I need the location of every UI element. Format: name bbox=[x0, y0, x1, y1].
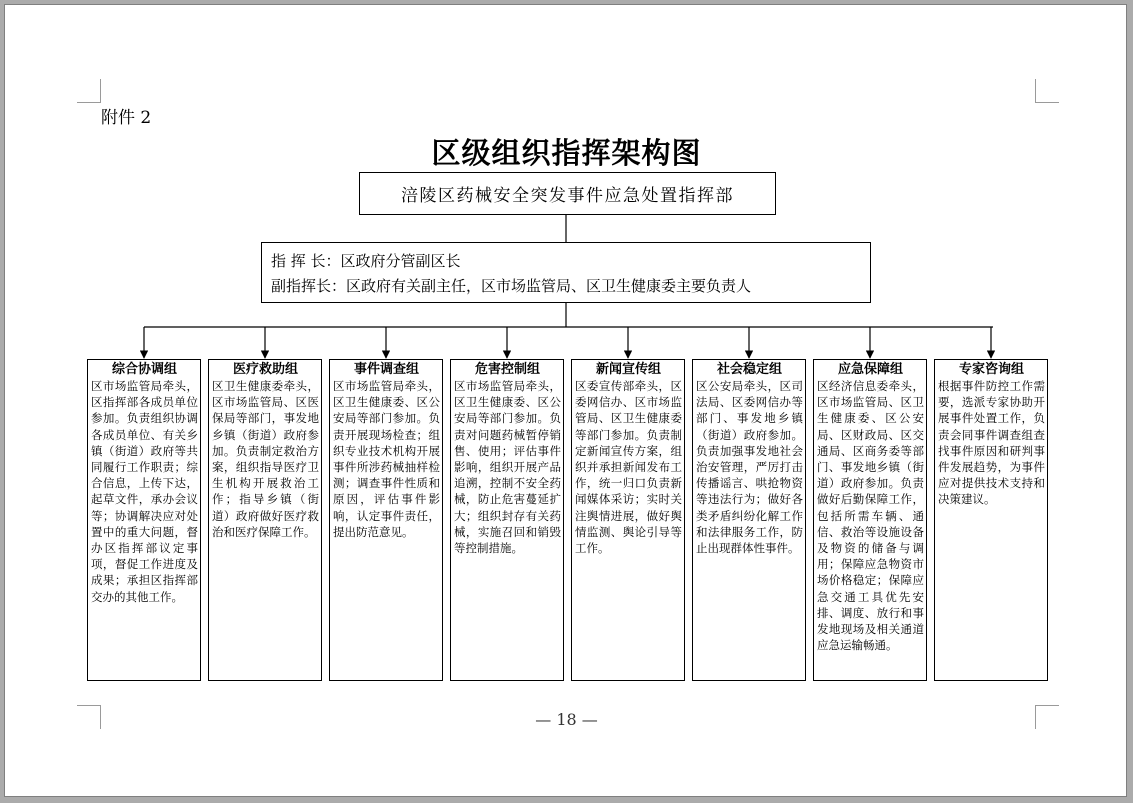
leadership-box bbox=[261, 242, 871, 303]
group-box-social-stability bbox=[692, 359, 806, 681]
group-box-emergency-support bbox=[813, 359, 927, 681]
page-title: 区级组织指挥架构图 bbox=[431, 136, 702, 170]
group-box-news-publicity bbox=[571, 359, 685, 681]
deputy-commander-label: 副指挥长： bbox=[271, 277, 347, 295]
group-description: 区卫生健康委牵头，区市场监管局、区医保局等部门，事发地乡镇（街道）政府参加。负责制定救治方案，组织指导医疗卫生机构开展救治工作；指导乡镇（街道）政府做好医疗救治和医疗保障工作。 bbox=[212, 379, 319, 539]
group-name: 专家咨询组 bbox=[958, 362, 1024, 377]
crop-mark-top-right bbox=[1035, 79, 1059, 103]
crop-mark-top-left bbox=[77, 79, 101, 103]
group-name: 新闻宣传组 bbox=[595, 362, 661, 377]
group-description: 区委宣传部牵头，区委网信办、区市场监管局、区卫生健康委等部门参加。负责制定新闻宣传方案，组织并承担新闻发布工作，统一归口负责新闻媒体采访；实时关注舆情进展，做好舆情监测、舆论引导等工作。 bbox=[575, 379, 682, 556]
group-box-comprehensive-coordination bbox=[87, 359, 201, 681]
group-box-incident-investigation bbox=[329, 359, 443, 681]
commander-label: 指 挥 长： bbox=[271, 252, 341, 270]
group-description: 区市场监管局牵头，区卫生健康委、区公安局等部门参加。负责开展现场检查；组织专业技术机构开展事件所涉药械抽样检测；调查事件性质和原因，评估事件影响，认定事件责任，提出防范意见。 bbox=[333, 379, 440, 539]
commander-value: 区政府分管副区长 bbox=[340, 252, 461, 270]
page-number: — 18 — bbox=[535, 710, 598, 729]
group-description: 区市场监管局牵头，区指挥部各成员单位参加。负责组织协调各成员单位、有关乡镇（街道）政府等共同履行工作职责；综合信息，上传下达，起草文件，承办会议等；协调解决应对处置中的重大问题，督办区指挥部议定事项，督促工作进度及成果；承担区指挥部交办的其他工作。 bbox=[91, 379, 198, 604]
group-box-expert-consultation bbox=[934, 359, 1048, 681]
group-name: 社会稳定组 bbox=[716, 362, 782, 377]
command-center-box: 涪陵区药械安全突发事件应急处置指挥部 bbox=[359, 172, 776, 215]
deputy-commander-line bbox=[271, 274, 870, 299]
annex-label: 附件 2 bbox=[101, 108, 152, 128]
group-name: 应急保障组 bbox=[837, 362, 903, 377]
deputy-commander-value: 区政府有关副主任，区市场监管局、区卫生健康委主要负责人 bbox=[346, 277, 752, 295]
group-box-medical-rescue bbox=[208, 359, 322, 681]
document-page bbox=[4, 4, 1127, 797]
group-description: 区市场监管局牵头，区卫生健康委、区公安局等部门参加。负责对问题药械暂停销售、使用；评估事件影响，组织开展产品追溯，控制不安全药械，防止危害蔓延扩大；组织封存有关药械，实施召回和销毁等控制措施。 bbox=[454, 379, 561, 556]
commander-line bbox=[271, 249, 870, 274]
group-name: 综合协调组 bbox=[111, 362, 177, 377]
group-name: 医疗救助组 bbox=[232, 362, 298, 377]
group-name: 事件调查组 bbox=[353, 362, 419, 377]
group-description: 区公安局牵头，区司法局、区委网信办等部门、事发地乡镇（街道）政府参加。负责加强事发地社会治安管理，严厉打击传播谣言、哄抢物资等违法行为；做好各类矛盾纠纷化解工作和法律服务工作，防止出现群体性事件。 bbox=[696, 379, 803, 556]
group-description: 根据事件防控工作需要，选派专家协助开展事件处置工作，负责会同事件调查组查找事件原因和研判事件发展趋势，为事件应对提供技术支持和决策建议。 bbox=[938, 379, 1045, 507]
group-box-hazard-control bbox=[450, 359, 564, 681]
group-description: 区经济信息委牵头，区市场监管局、区卫生健康委、区公安局、区财政局、区交通局、区商务委等部门、事发地乡镇（街道）政府参加。负责做好后勤保障工作，包括所需车辆、通信、救治等设施设备及物资的储备与调用；保障应急物资市场价格稳定；保障应急交通工具优先安排、调度、放行和事发地现场及相关通道应急运输畅通。 bbox=[817, 379, 924, 653]
group-name: 危害控制组 bbox=[474, 362, 540, 377]
